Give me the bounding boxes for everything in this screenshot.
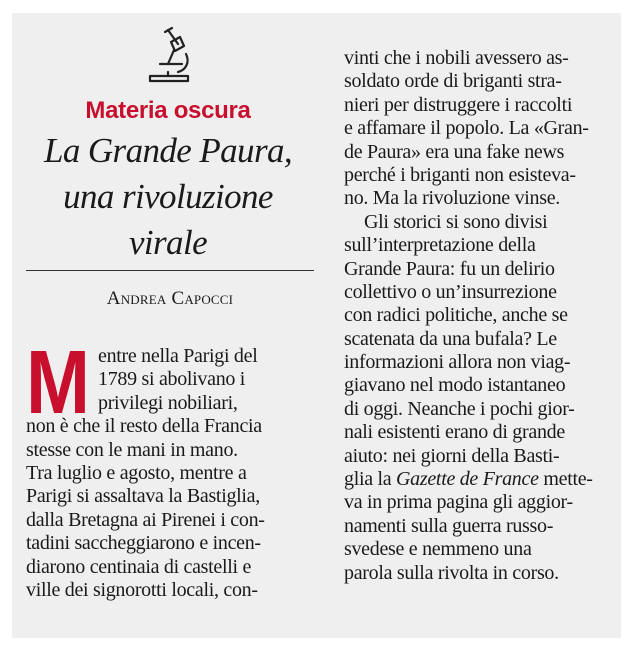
body-line: giavano nel modo istantaneo: [344, 374, 566, 397]
body-line: diarono centinaia di castelli e: [26, 555, 252, 578]
body-line: parola sulla rivolta in corso.: [344, 561, 559, 584]
body-line: con radici politiche, anche se: [344, 304, 568, 327]
body-line: Tra luglio e agosto, mentre a: [26, 461, 247, 484]
body-line: privilegi nobiliari,: [98, 391, 238, 414]
body-text: glia la: [344, 468, 397, 491]
body-line: Parigi si assaltava la Bastiglia,: [26, 485, 260, 508]
article-author: Andrea Capocci: [106, 288, 234, 309]
article-body-column-2: [344, 47, 612, 585]
body-line: aiuto: nei giorni della Basti-: [344, 444, 560, 467]
body-line: namenti sulla guerra russo-: [344, 514, 554, 537]
body-line: tadini saccheggiarono e incen-: [26, 532, 261, 555]
body-line: non è che il resto della Francia: [26, 415, 262, 438]
headline-line: virale: [128, 223, 208, 262]
body-line: di oggi. Neanche i pochi gior-: [344, 397, 575, 420]
body-line: vinti che i nobili avessero as-: [344, 47, 569, 69]
body-line: stesse con le mani in mano.: [26, 438, 238, 461]
body-line: informazioni allora non viag-: [344, 351, 571, 374]
body-line: va in prima pagina gli aggior-: [344, 491, 573, 514]
body-line: collettivo o un’insurrezione: [344, 280, 557, 303]
body-line: nali esistenti erano di grande: [344, 421, 565, 444]
article-kicker: Materia oscura: [85, 97, 251, 124]
article-headline: [26, 128, 310, 266]
body-line: e affamare il popolo. La «Gran-: [344, 117, 589, 140]
body-line: svedese e nemmeno una: [344, 538, 532, 561]
body-line: entre nella Parigi del: [98, 345, 258, 367]
microscope-icon: [138, 24, 196, 86]
body-text: mette-: [538, 468, 593, 491]
body-line: no. Ma la rivoluzione vinse.: [344, 187, 560, 210]
body-line: 1789 si abolivano i: [98, 368, 246, 391]
body-line: nieri per distruggere i raccolti: [344, 93, 573, 116]
body-line: dalla Bretagna ai Pirenei i con-: [26, 508, 265, 531]
body-line: Grande Paura: fu un delirio: [344, 257, 555, 280]
article-body-column-1: [26, 345, 318, 602]
body-line: ville dei signorotti locali, con-: [26, 578, 258, 601]
body-line-with-italic: [344, 468, 612, 491]
body-line: de Paura» era una fake news: [344, 140, 565, 163]
headline-line: La Grande Paura,: [43, 131, 293, 170]
drop-cap-letter: M: [26, 333, 90, 433]
headline-divider: [26, 270, 314, 271]
body-line: Gli storici si sono divisi: [364, 210, 548, 233]
newspaper-title: Gazette de France: [396, 468, 539, 491]
body-line: perché i briganti non esisteva-: [344, 163, 576, 186]
body-line: sull’interpretazione della: [344, 234, 536, 257]
body-line: scatenata da una bufala? Le: [344, 327, 557, 350]
body-line: soldato orde di briganti stra-: [344, 70, 562, 93]
headline-line: una rivoluzione: [63, 177, 273, 216]
